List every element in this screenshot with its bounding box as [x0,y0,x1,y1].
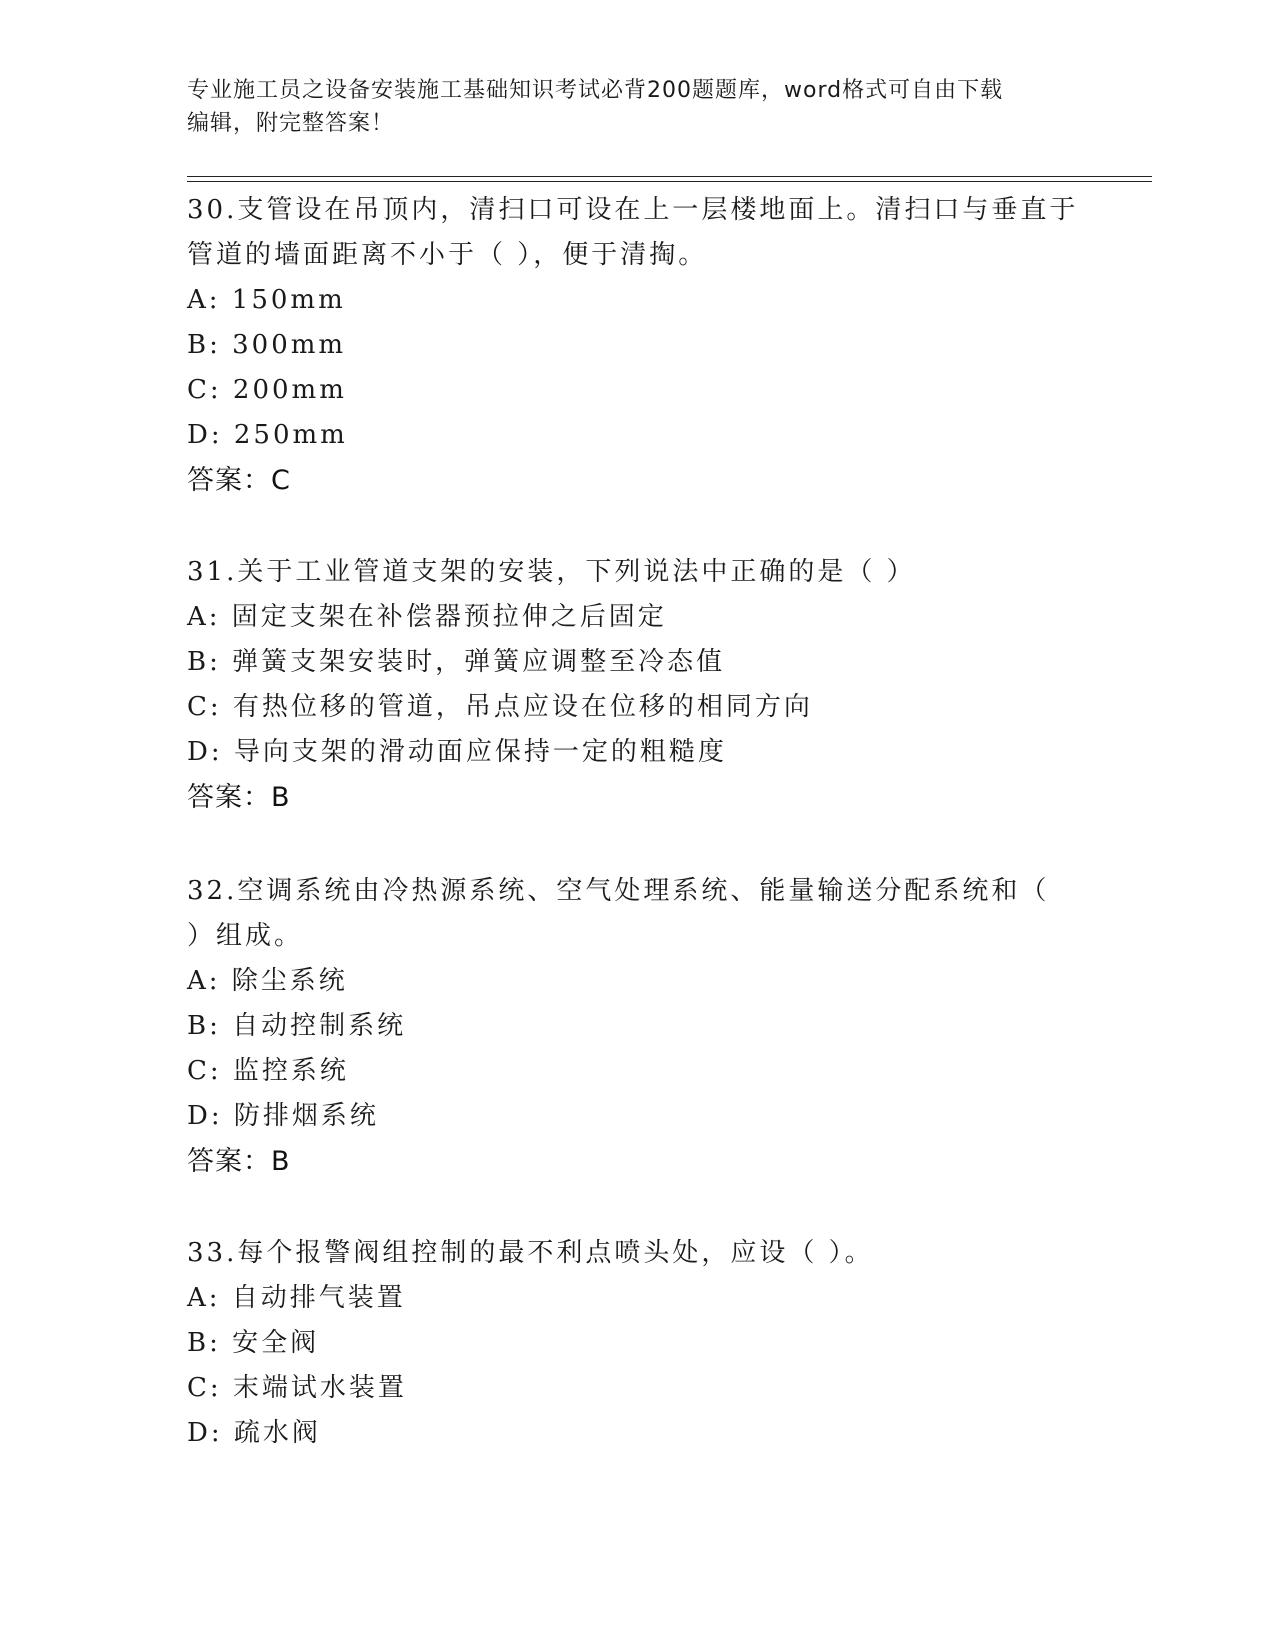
question-stem-line: 33.每个报警阀组控制的最不利点喷头处，应设（ ）。 [187,1238,874,1268]
option-c: C: 有热位移的管道，吊点应设在位移的相同方向 [187,692,813,722]
document-header [187,74,1087,140]
question-30 [187,188,1137,503]
answer: 答案：B [187,782,291,813]
option-b: B: 安全阀 [187,1328,320,1358]
question-stem-line: 管道的墙面距离不小于（ ），便于清掏。 [187,240,708,270]
header-divider-bottom [187,181,1152,182]
option-d: D: 250mm [187,420,348,450]
question-31 [187,550,1137,820]
option-a: A: 自动排气装置 [187,1283,406,1313]
answer: 答案：C [187,465,291,496]
option-a: A: 除尘系统 [187,966,348,996]
question-33 [187,1231,1137,1456]
question-stem-line: ）组成。 [187,921,304,951]
option-b: B: 300mm [187,330,347,360]
option-c: C: 200mm [187,375,347,405]
header-divider-top [187,176,1152,177]
question-stem-line: 30.支管设在吊顶内，清扫口可设在上一层楼地面上。清扫口与垂直于 [187,195,1079,225]
answer: 答案：B [187,1146,291,1177]
question-32 [187,869,1137,1184]
option-a: A: 固定支架在补偿器预拉伸之后固定 [187,602,667,632]
option-d: D: 疏水阀 [187,1418,321,1448]
option-c: C: 末端试水装置 [187,1373,407,1403]
option-d: D: 导向支架的滑动面应保持一定的粗糙度 [187,737,727,767]
question-stem-line: 32.空调系统由冷热源系统、空气处理系统、能量输送分配系统和（ [187,876,1050,906]
option-a: A: 150mm [187,285,346,315]
option-d: D: 防排烟系统 [187,1101,379,1131]
header-title-line-1: 专业施工员之设备安装施工基础知识考试必背200题题库，word格式可自由下载 [187,78,1004,103]
option-b: B: 弹簧支架安装时，弹簧应调整至冷态值 [187,647,726,677]
option-c: C: 监控系统 [187,1056,349,1086]
question-stem-line: 31.关于工业管道支架的安装，下列说法中正确的是（ ） [187,557,916,587]
option-b: B: 自动控制系统 [187,1011,407,1041]
header-title-line-2: 编辑，附完整答案！ [187,111,395,136]
